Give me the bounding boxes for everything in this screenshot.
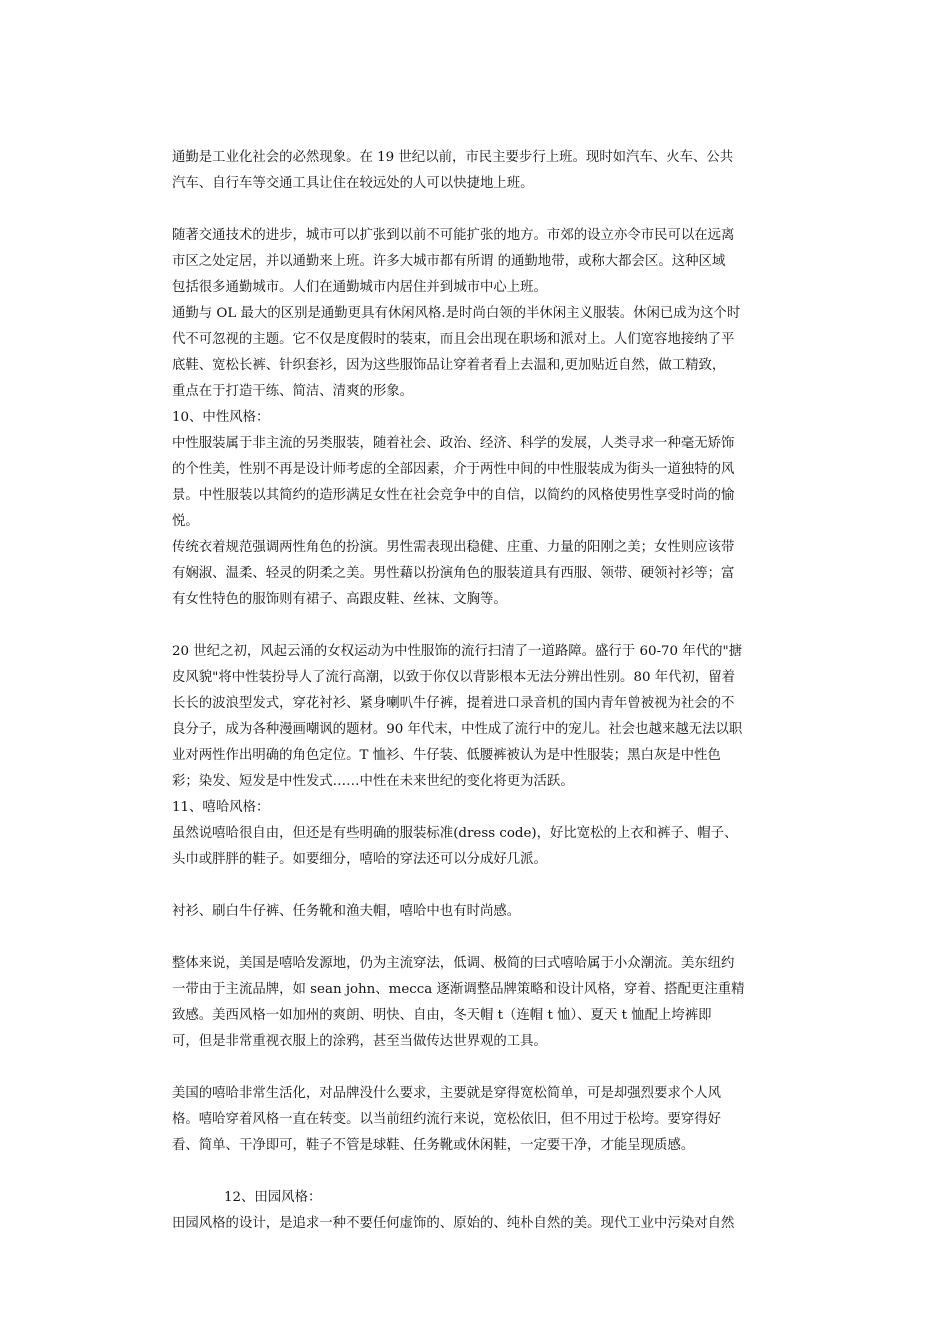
section-heading: 10、中性风格： [172,410,270,425]
section-heading: 12、田园风格： [224,1190,322,1205]
text-line: 整体来说，美国是嘻哈发源地，仍为主流穿法，低调、极简的曰式嘻哈属于小众潮流。美东纽约 [172,956,735,971]
section-heading: 11、嘻哈风格： [172,800,270,815]
text-line: 代不可忽视的主题。它不仅是度假时的装束，而且会出现在职场和派对上。人们宽容地接纳了平 [172,332,735,347]
text-line: 底鞋、宽松长裤、针织套衫，因为这些服饰品让穿着者看上去温和,更加贴近自然，做工精致， [172,358,726,373]
text-line: 汽车、自行车等交通工具让住在较远处的人可以快捷地上班。 [172,176,534,191]
blank-line [172,925,778,951]
text-line: 有女性特色的服饰则有裙子、高跟皮鞋、丝袜、文胸等。 [172,592,507,607]
text-line: 格。嘻哈穿着风格一直在转变。以当前纽约流行来说，宽松依旧，但不用过于松垮。要穿得好 [172,1112,722,1127]
text-line: 随著交通技术的进步，城市可以扩张到以前不可能扩张的地方。市郊的设立亦令市民可以在远离 [172,228,735,243]
text-line: 美国的嘻哈非常生活化，对品牌没什么要求，主要就是穿得宽松简单，可是却强烈要求个人风 [172,1086,722,1101]
text-line: 有娴淑、温柔、轻灵的阴柔之美。男性藉以扮演角色的服装道具有西服、领带、硬领衬衫等；富 [172,566,735,581]
text-line: 景。中性服装以其简约的造形满足女性在社会竞争中的自信，以简约的风格使男性享受时尚的愉 [172,488,735,503]
text-line: 传统衣着规范强调两性角色的扮演。男性需表现出稳健、庄重、力量的阳刚之美；女性则应该带 [172,540,735,555]
text-line: 良分子，成为各种漫画嘲讽的题材。90 年代末，中性成了流行中的宠儿。社会也越来越无法以职 [172,722,743,737]
text-line: 悦。 [172,514,199,529]
text-line: 的个性美，性别不再是设计师考虑的全部因素，介于两性中间的中性服装成为街头一道独特的风 [172,462,735,477]
text-line: 看、简单、干净即可，鞋子不管是球鞋、任务靴或休闲鞋，一定要干净，才能呈现质感。 [172,1138,695,1153]
document-body [172,145,778,1237]
text-line: 彩；染发、短发是中性发式……中性在未来世纪的变化将更为活跃。 [172,774,574,789]
text-line: 皮风貌"将中性装扮导人了流行高潮，以致于你仅以背影根本无法分辨出性别。80 年代初，留着 [172,670,736,685]
text-line: 业对两性作出明确的角色定位。T 恤衫、牛仔装、低腰裤被认为是中性服装；黑白灰是中性色 [172,748,721,763]
blank-line [172,1055,778,1081]
text-line: 头巾或胖胖的鞋子。如要细分，嘻哈的穿法还可以分成好几派。 [172,852,547,867]
text-line: 重点在于打造干练、简洁、清爽的形象。 [172,384,414,399]
blank-line [172,873,778,899]
blank-line [172,197,778,223]
text-line: 包括很多通勤城市。人们在通勤城市内居住并到城市中心上班。 [172,280,547,295]
blank-line [172,613,778,639]
text-line: 中性服装属于非主流的另类服装，随着社会、政治、经济、科学的发展，人类寻求一种毫无矫饰 [172,436,735,451]
text-line: 长长的波浪型发式，穿花衬衫、紧身喇叭牛仔裤，提着进口录音机的国内青年曾被视为社会的不 [172,696,735,711]
text-line: 市区之处定居，并以通勤来上班。许多大城市都有所谓 的通勤地带，或称大都会区。这种区域 [172,254,726,269]
text-line: 通勤是工业化社会的必然现象。在 19 世纪以前，市民主要步行上班。现时如汽车、火车、公共 [172,150,734,165]
text-line: 田园风格的设计，是追求一种不要任何虚饰的、原始的、纯朴自然的美。现代工业中污染对自然 [172,1216,735,1231]
text-line: 可，但是非常重视衣服上的涂鸦，甚至当做传达世界观的工具。 [172,1034,547,1049]
text-line: 通勤与 OL 最大的区别是通勤更具有休闲风格.是时尚白领的半休闲主义服装。休闲已成为这个时 [172,306,741,321]
text-line: 虽然说嘻哈很自由，但还是有些明确的服装标准(dress code)，好比宽松的上衣和裤子、帽子、 [172,826,738,841]
text-line: 致感。美西风格一如加州的爽朗、明快、自由，冬天帽 t（连帽 t 恤）、夏天 t 恤配上垮裤即 [172,1008,712,1023]
text-line: 20 世纪之初，风起云涌的女权运动为中性服饰的流行扫清了一道路障。盛行于 60-70 年代的"搪 [172,644,743,659]
text-line: 一带由于主流品牌，如 sean john、mecca 逐渐调整品牌策略和设计风格，穿着、搭配更注重精 [172,982,745,997]
text-line: 衬衫、刷白牛仔裤、任务靴和渔夫帽，嘻哈中也有时尚感。 [172,904,521,919]
blank-line [172,1159,778,1185]
